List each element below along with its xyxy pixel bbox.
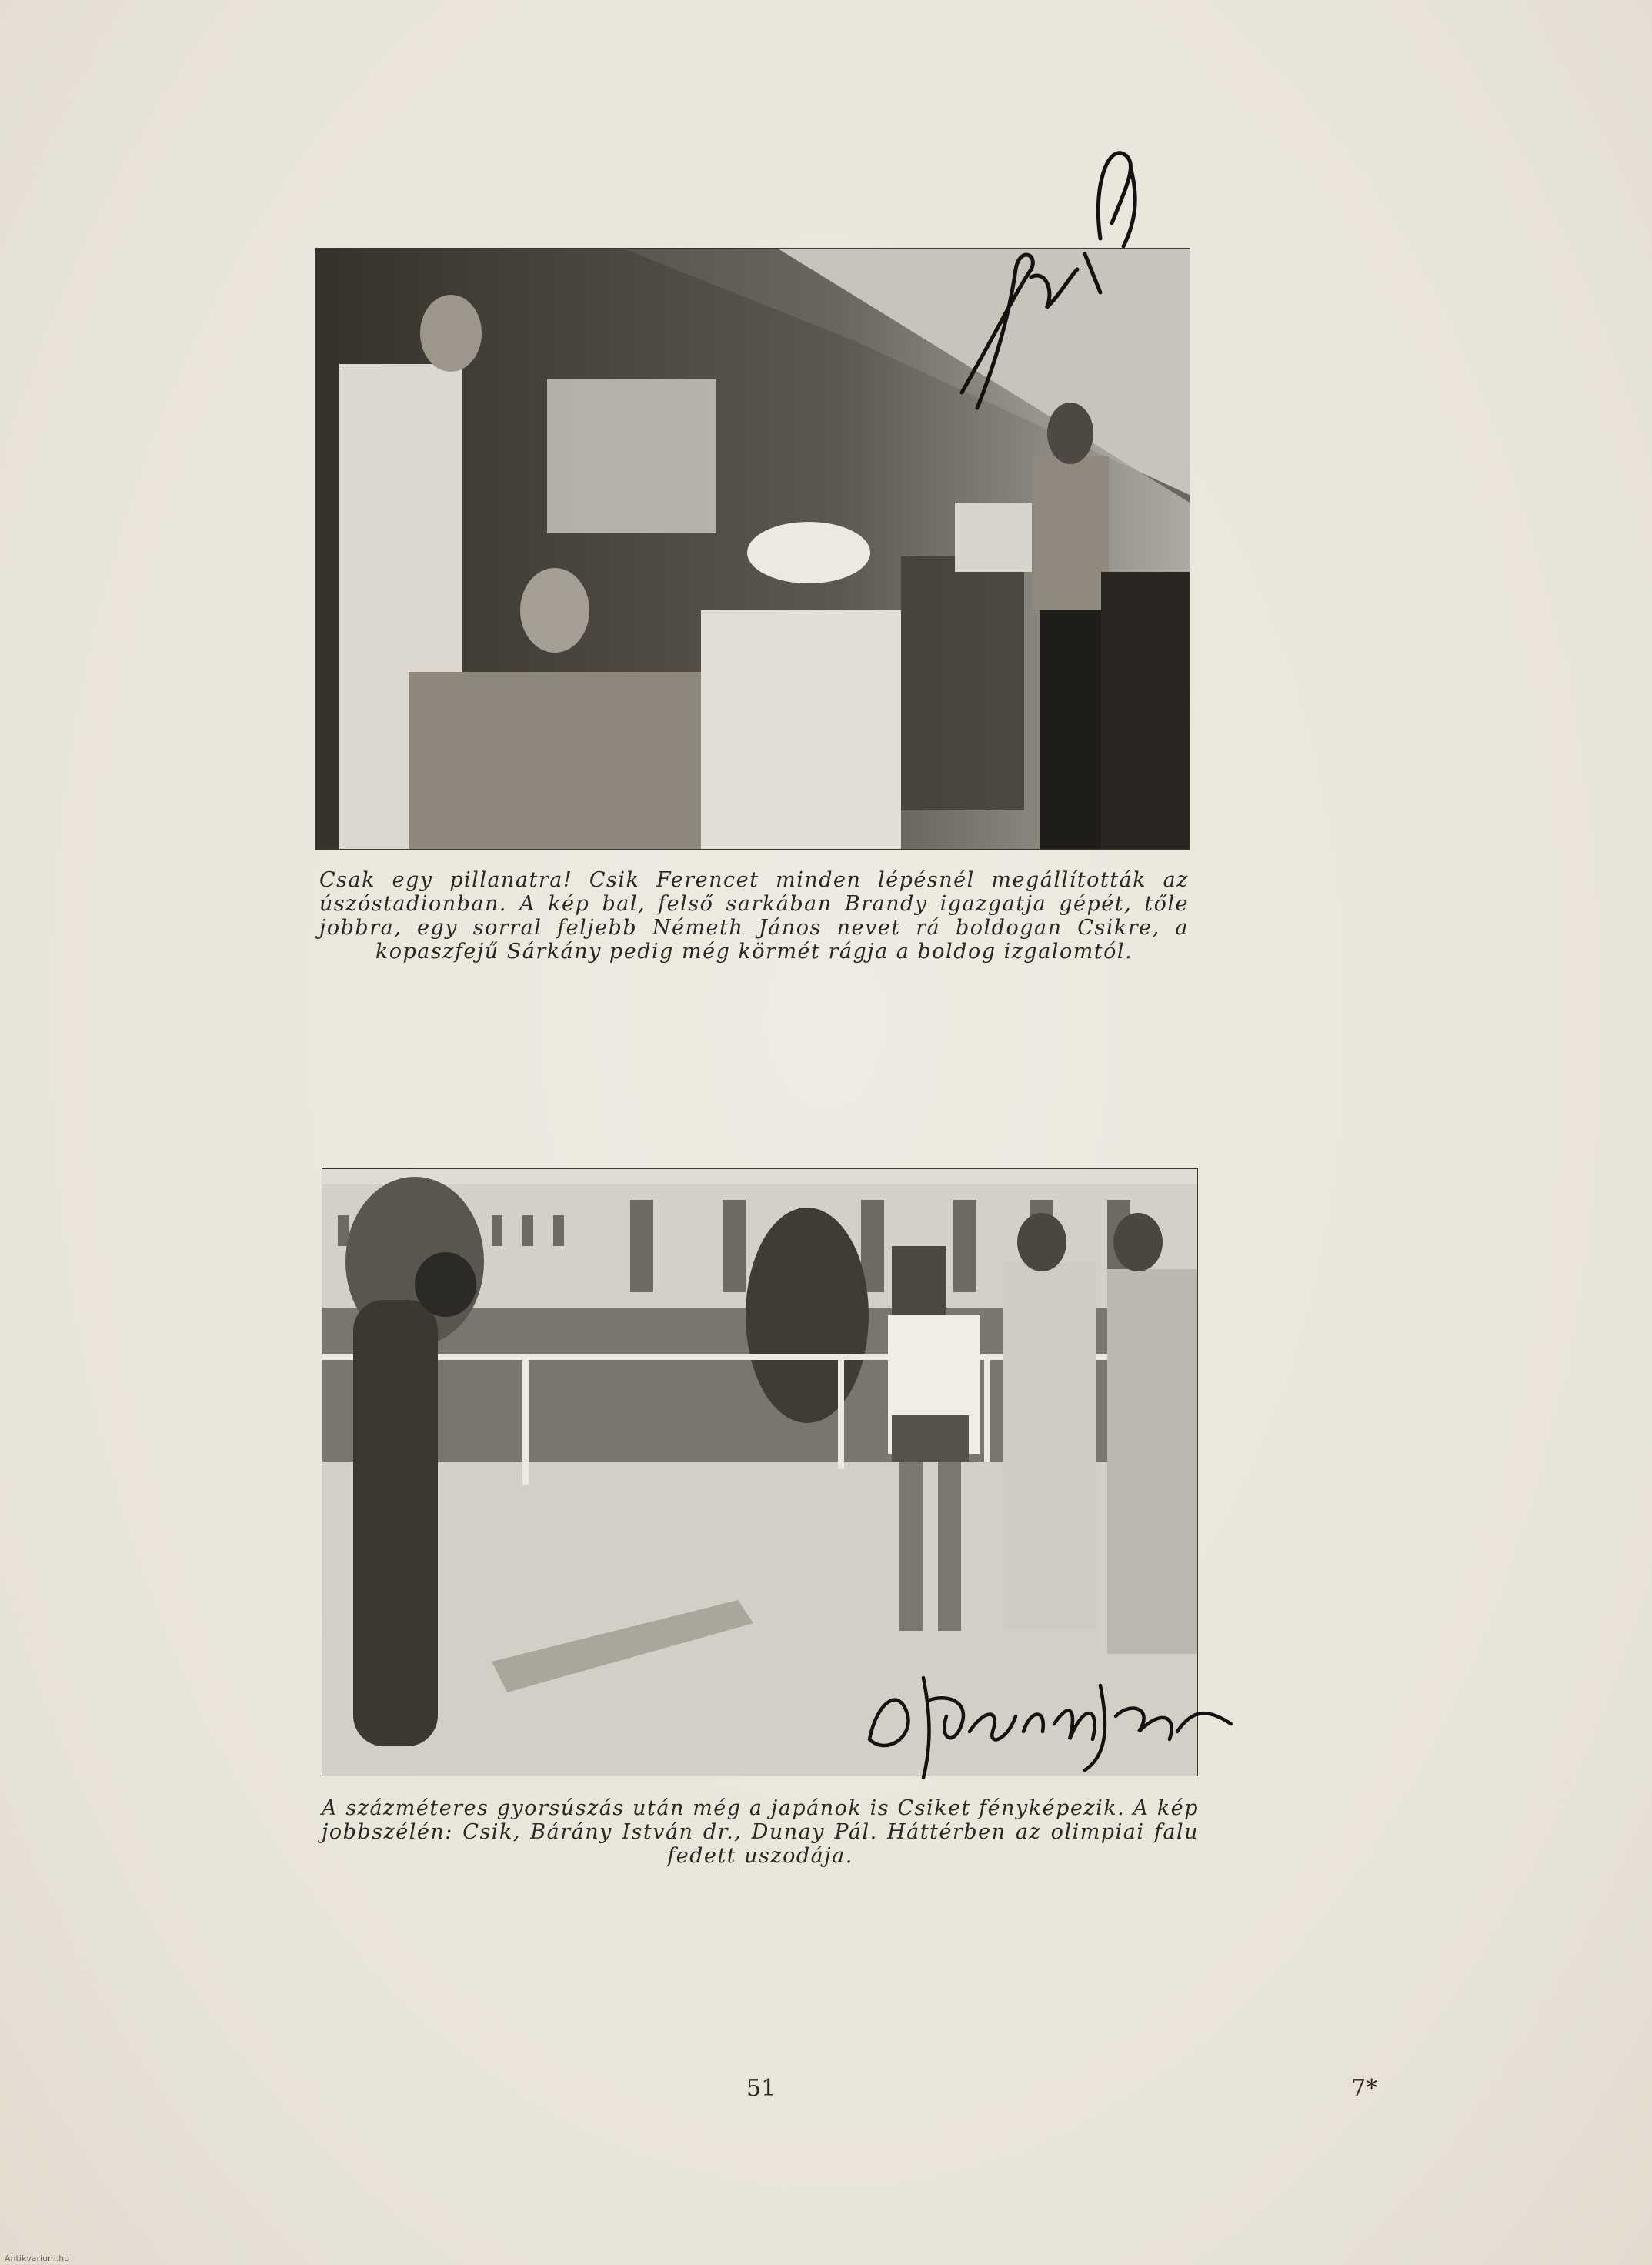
photo1-caption: Csak egy pillanatra! Csik Ferencet minden lépésnél megállították az úszóstadionban. A kép bal, felső sarkában Brandy igazgatja gépét, tőle jobbra, egy sorral feljebb Németh János nevet rá boldogan Csikre, a kopaszfejű Sárkány pedig még körmét rágja a boldog izgalomtól. xyxy=(319,868,1189,964)
stadium-crowd-photo xyxy=(315,248,1190,850)
photo2-caption: A százméteres gyorsúszás után még a japánok is Csiket fényképezik. A kép jobbszélén: Csik, Bárány István dr., Dunay Pál. Háttérben az olimpiai falu fedett uszodája. xyxy=(322,1796,1199,1868)
poolside-photo xyxy=(322,1168,1198,1776)
page-number: 51 xyxy=(746,2075,776,2102)
signature-mark: 7* xyxy=(1351,2075,1378,2102)
watermark: Antikvarium.hu xyxy=(5,2253,70,2263)
